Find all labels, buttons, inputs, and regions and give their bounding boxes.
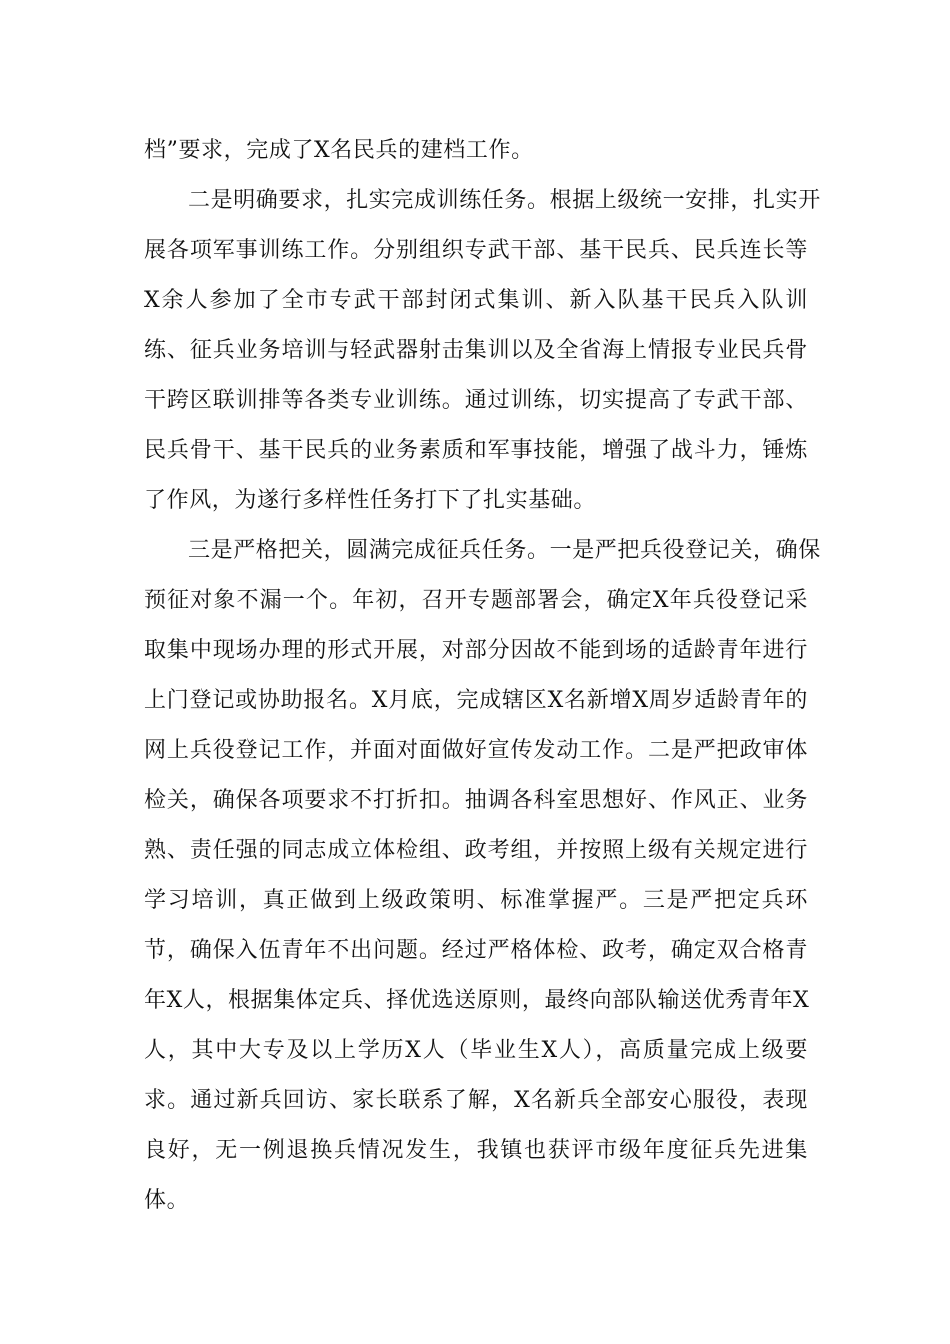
text-line: 民兵骨干、基干民兵的业务素质和军事技能，增强了战斗力，锤炼	[144, 438, 808, 463]
text-line: 取集中现场办理的形式开展，对部分因故不能到场的适龄青年进行	[144, 638, 808, 663]
document-body	[144, 126, 821, 1226]
text-line: 学习培训，真正做到上级政策明、标准掌握严。三是严把定兵环	[144, 888, 808, 913]
text-line: 网上兵役登记工作，并面对面做好宣传发动工作。二是严把政审体	[144, 738, 808, 763]
text-line: 良好，无一例退换兵情况发生，我镇也获评市级年度征兵先进集	[144, 1138, 808, 1163]
text-line: 求。通过新兵回访、家长联系了解，X名新兵全部安心服役，表现	[144, 1088, 808, 1113]
text-line: X余人参加了全市专武干部封闭式集训、新入队基干民兵入队训	[144, 288, 808, 313]
text-line: 练、征兵业务培训与轻武器射击集训以及全省海上情报专业民兵骨	[144, 338, 808, 363]
text-line: 了作风，为遂行多样性任务打下了扎实基础。	[144, 488, 597, 513]
text-line: 节，确保入伍青年不出问题。经过严格体检、政考，确定双合格青	[144, 938, 808, 963]
text-line: 上门登记或协助报名。X月底，完成辖区X名新增X周岁适龄青年的	[144, 688, 808, 713]
text-line: 检关，确保各项要求不打折扣。抽调各科室思想好、作风正、业务	[144, 788, 808, 813]
text-line: 档”要求，完成了X名民兵的建档工作。	[144, 138, 534, 163]
text-line: 干跨区联训排等各类专业训练。通过训练，切实提高了专武干部、	[144, 388, 808, 413]
text-line: 二是明确要求，扎实完成训练任务。根据上级统一安排，扎实开	[188, 188, 821, 213]
text-line: 预征对象不漏一个。年初，召开专题部署会，确定X年兵役登记采	[144, 588, 808, 613]
text-line: 体。	[144, 1188, 190, 1213]
text-line: 年X人，根据集体定兵、择优选送原则，最终向部队输送优秀青年X	[144, 988, 810, 1013]
text-line: 展各项军事训练工作。分别组织专武干部、基干民兵、民兵连长等	[144, 238, 808, 263]
text-line: 三是严格把关，圆满完成征兵任务。一是严把兵役登记关，确保	[188, 538, 821, 563]
text-line: 熟、责任强的同志成立体检组、政考组，并按照上级有关规定进行	[144, 838, 808, 863]
text-line: 人，其中大专及以上学历X人（毕业生X人），高质量完成上级要	[144, 1038, 808, 1063]
